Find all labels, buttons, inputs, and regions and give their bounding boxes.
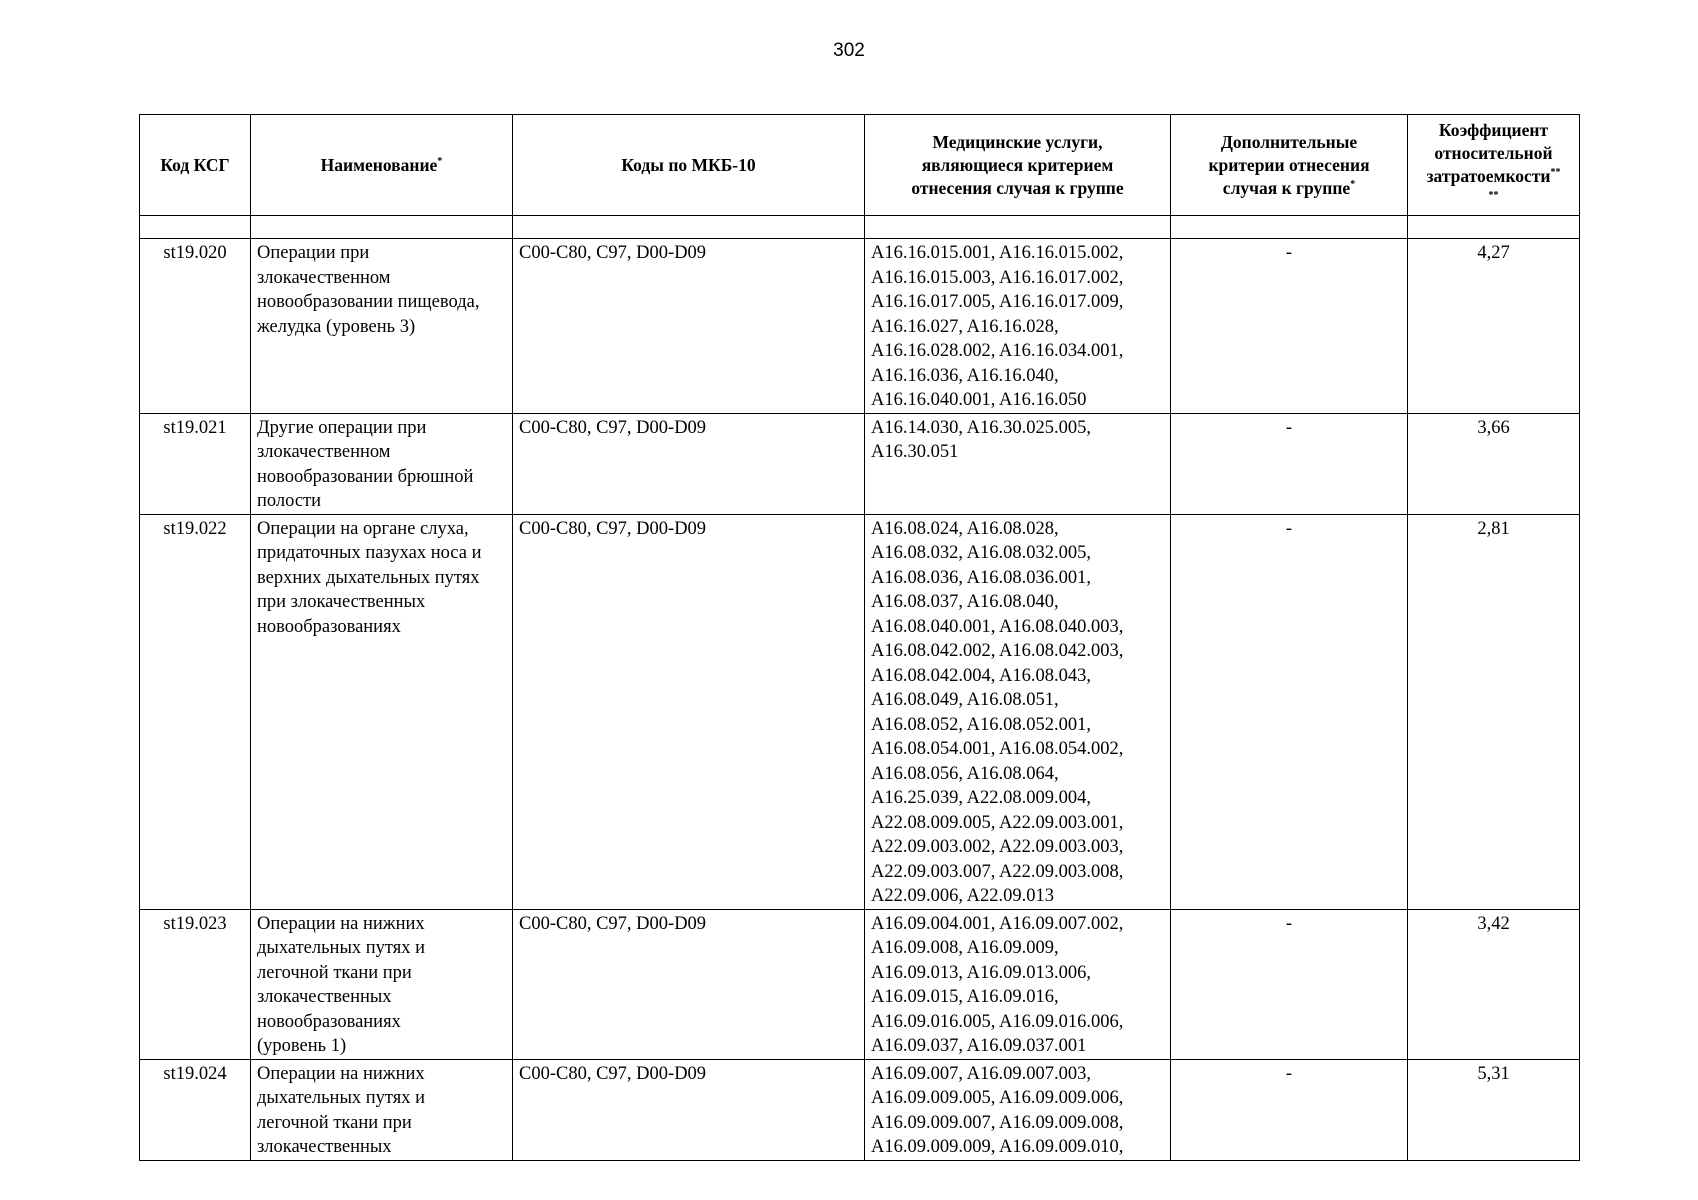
- ksg-code-cell: st19.024: [140, 1059, 251, 1160]
- icd-cell: C00-C80, C97, D00-D09: [513, 413, 865, 514]
- table-row: [140, 909, 1580, 1059]
- name-cell: Операции на органе слуха, придаточных пазухах носа и верхних дыхательных путях при злокачественных новообразованиях: [251, 514, 513, 909]
- services-cell: A16.08.024, A16.08.028, A16.08.032, A16.08.032.005, A16.08.036, A16.08.036.001, A16.08.037, A16.08.040, A16.08.040.001, A16.08.040.003, A16.08.042.002, A16.08.042.003, A16.08.042.004, A16.08.043, A16.08.049, A16.08.051, A16.08.052, A16.08.052.001, A16.08.054.001, A16.08.054.002, A16.08.056, A16.08.064, A16.25.039, A22.08.009.004, A22.08.009.005, A22.09.003.001, A22.09.003.002, A22.09.003.003, A22.09.003.007, A22.09.003.008, A22.09.006, A22.09.013: [865, 514, 1171, 909]
- criteria-cell: -: [1171, 413, 1408, 514]
- coefficient-cell: 2,81: [1408, 514, 1580, 909]
- page-number: 302: [833, 40, 865, 61]
- services-cell: A16.16.015.001, A16.16.015.002, A16.16.015.003, A16.16.017.002, A16.16.017.005, A16.16.017.009, A16.16.027, A16.16.028, A16.16.028.002, A16.16.034.001, A16.16.036, A16.16.040, A16.16.040.001, A16.16.050: [865, 239, 1171, 414]
- name-cell: Операции на нижних дыхательных путях и легочной ткани при злокачественных новообразованиях (уровень 1): [251, 909, 513, 1059]
- services-cell: A16.09.004.001, A16.09.007.002, A16.09.008, A16.09.009, A16.09.013, A16.09.013.006, A16.09.015, A16.09.016, A16.09.016.005, A16.09.016.006, A16.09.037, A16.09.037.001: [865, 909, 1171, 1059]
- coefficient-cell: 3,42: [1408, 909, 1580, 1059]
- table-header-row: [140, 115, 1580, 216]
- table-row: [140, 413, 1580, 514]
- footnote-mark: ** **: [1488, 167, 1561, 202]
- footnote-mark: *: [1350, 178, 1356, 190]
- header-medical-services: Медицинские услуги, являющиеся критерием отнесения случая к группе: [865, 115, 1171, 216]
- name-cell: Операции на нижних дыхательных путях и легочной ткани при злокачественных: [251, 1059, 513, 1160]
- header-coefficient: Коэффициент относительной затратоемкости** **: [1408, 115, 1580, 216]
- criteria-cell: -: [1171, 1059, 1408, 1160]
- header-additional-criteria: Дополнительные критерии отнесения случая к группе*: [1171, 115, 1408, 216]
- ksg-code-cell: st19.020: [140, 239, 251, 414]
- icd-cell: C00-C80, C97, D00-D09: [513, 1059, 865, 1160]
- header-name: Наименование*: [251, 115, 513, 216]
- coefficient-cell: 3,66: [1408, 413, 1580, 514]
- criteria-cell: -: [1171, 909, 1408, 1059]
- criteria-cell: -: [1171, 514, 1408, 909]
- services-cell: A16.14.030, A16.30.025.005, A16.30.051: [865, 413, 1171, 514]
- name-cell: Операции при злокачественном новообразовании пищевода, желудка (уровень 3): [251, 239, 513, 414]
- footnote-mark: *: [437, 155, 443, 167]
- ksg-code-cell: st19.022: [140, 514, 251, 909]
- ksg-code-cell: st19.021: [140, 413, 251, 514]
- table-row: [140, 514, 1580, 909]
- criteria-cell: -: [1171, 239, 1408, 414]
- ksg-table: [139, 114, 1580, 1161]
- coefficient-cell: 4,27: [1408, 239, 1580, 414]
- spacer-row: [140, 216, 1580, 239]
- header-icd-codes: Коды по МКБ-10: [513, 115, 865, 216]
- table-row: [140, 1059, 1580, 1160]
- header-ksg-code: Код КСГ: [140, 115, 251, 216]
- icd-cell: C00-C80, C97, D00-D09: [513, 909, 865, 1059]
- icd-cell: C00-C80, C97, D00-D09: [513, 514, 865, 909]
- name-cell: Другие операции при злокачественном новообразовании брюшной полости: [251, 413, 513, 514]
- ksg-code-cell: st19.023: [140, 909, 251, 1059]
- coefficient-cell: 5,31: [1408, 1059, 1580, 1160]
- icd-cell: C00-C80, C97, D00-D09: [513, 239, 865, 414]
- table-row: [140, 239, 1580, 414]
- services-cell: A16.09.007, A16.09.007.003, A16.09.009.005, A16.09.009.006, A16.09.009.007, A16.09.009.008, A16.09.009.009, A16.09.009.010,: [865, 1059, 1171, 1160]
